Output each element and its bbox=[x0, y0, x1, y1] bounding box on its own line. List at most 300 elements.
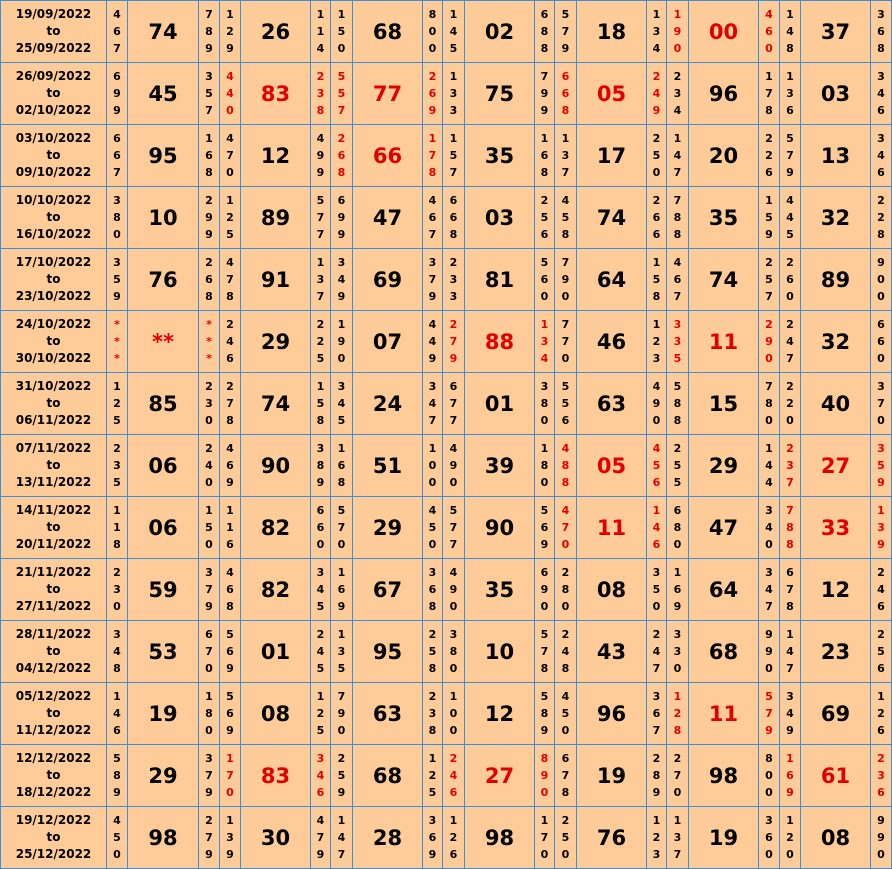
open-panna bbox=[331, 621, 353, 683]
open-panna bbox=[780, 683, 801, 745]
panna-digit: 8 bbox=[316, 459, 325, 472]
date-separator: to bbox=[46, 24, 61, 38]
open-panna bbox=[555, 683, 577, 745]
panna-digit: 5 bbox=[113, 831, 121, 844]
panna-digit: 8 bbox=[561, 786, 570, 799]
panna-digit: 1 bbox=[113, 521, 121, 534]
panna-digit: 2 bbox=[561, 628, 570, 641]
open-panna bbox=[220, 559, 241, 621]
open-panna bbox=[220, 807, 241, 869]
panna-digit: 8 bbox=[428, 662, 437, 675]
jodi-number: 32 bbox=[801, 187, 871, 249]
panna-digit: 5 bbox=[449, 504, 458, 517]
panna-digit: 0 bbox=[205, 414, 213, 427]
panna-digit: 3 bbox=[877, 8, 885, 21]
jodi-number: 45 bbox=[128, 63, 199, 125]
close-panna bbox=[871, 683, 892, 745]
panna-digit: 1 bbox=[316, 256, 325, 269]
open-panna bbox=[443, 621, 465, 683]
panna-digit: 0 bbox=[652, 166, 661, 179]
panna-digit: 8 bbox=[561, 583, 570, 596]
jodi-number: 66 bbox=[353, 125, 423, 187]
panna-digit: 2 bbox=[449, 752, 458, 765]
panna-digit: 0 bbox=[428, 42, 437, 55]
panna-digit: 7 bbox=[428, 414, 437, 427]
panna-digit: 3 bbox=[205, 566, 213, 579]
panna-digit: 8 bbox=[226, 414, 234, 427]
panna-digit: 9 bbox=[877, 256, 885, 269]
jodi-number: 07 bbox=[353, 311, 423, 373]
panna-digit: 3 bbox=[786, 459, 794, 472]
panna-digit: 7 bbox=[316, 211, 325, 224]
jodi-number: 43 bbox=[577, 621, 647, 683]
week-date-range bbox=[1, 621, 107, 683]
panna-digit: 4 bbox=[786, 335, 794, 348]
panna-digit: * bbox=[206, 352, 212, 365]
panna-digit: 0 bbox=[673, 538, 682, 551]
close-panna bbox=[759, 1, 780, 63]
panna-digit: 6 bbox=[877, 786, 885, 799]
panna-digit: 2 bbox=[337, 132, 346, 145]
panna-digit: 2 bbox=[652, 752, 661, 765]
panna-digit: 9 bbox=[877, 831, 885, 844]
panna-digit: 8 bbox=[673, 397, 682, 410]
panna-digit: 4 bbox=[786, 211, 794, 224]
close-panna bbox=[759, 63, 780, 125]
panna-digit: 2 bbox=[113, 397, 121, 410]
open-panna bbox=[780, 187, 801, 249]
panna-digit: 3 bbox=[765, 504, 773, 517]
panna-digit: 3 bbox=[316, 752, 325, 765]
panna-digit: 7 bbox=[786, 476, 794, 489]
week-row bbox=[1, 745, 892, 807]
panna-digit: 0 bbox=[877, 414, 885, 427]
panna-digit: 8 bbox=[205, 290, 213, 303]
panna-digit: 8 bbox=[652, 290, 661, 303]
panna-digit: 1 bbox=[540, 318, 549, 331]
panna-digit: 4 bbox=[652, 442, 661, 455]
week-start-date: 26/09/2022 bbox=[15, 69, 92, 83]
panna-digit: 0 bbox=[673, 786, 682, 799]
panna-digit: 4 bbox=[316, 583, 325, 596]
panna-digit: 6 bbox=[561, 70, 570, 83]
panna-digit: 9 bbox=[428, 104, 437, 117]
open-panna bbox=[107, 125, 128, 187]
close-panna bbox=[871, 435, 892, 497]
week-start-date: 31/10/2022 bbox=[15, 379, 92, 393]
panna-digit: 1 bbox=[540, 814, 549, 827]
panna-digit: 2 bbox=[652, 335, 661, 348]
panna-digit: 9 bbox=[561, 273, 570, 286]
panna-digit: 4 bbox=[113, 707, 121, 720]
panna-digit: 5 bbox=[877, 645, 885, 658]
panna-digit: 8 bbox=[540, 42, 549, 55]
panna-digit: 6 bbox=[673, 504, 682, 517]
panna-digit: 8 bbox=[561, 228, 570, 241]
close-panna bbox=[871, 1, 892, 63]
panna-digit: 3 bbox=[428, 256, 437, 269]
panna-digit: 9 bbox=[205, 211, 213, 224]
week-end-date: 06/11/2022 bbox=[15, 413, 92, 427]
panna-digit: 6 bbox=[786, 769, 794, 782]
panna-digit: 2 bbox=[428, 70, 437, 83]
week-date-range bbox=[1, 497, 107, 559]
panna-digit: 9 bbox=[337, 290, 346, 303]
close-panna bbox=[311, 559, 331, 621]
panna-digit: 0 bbox=[540, 786, 549, 799]
open-panna bbox=[443, 683, 465, 745]
close-panna bbox=[311, 311, 331, 373]
panna-digit: 8 bbox=[337, 476, 346, 489]
panna-digit: 3 bbox=[428, 566, 437, 579]
panna-digit: 4 bbox=[652, 521, 661, 534]
panna-digit: 1 bbox=[113, 690, 121, 703]
panna-digit: 2 bbox=[205, 814, 213, 827]
date-separator: to bbox=[46, 768, 61, 782]
panna-digit: 7 bbox=[205, 645, 213, 658]
panna-digit: 8 bbox=[449, 645, 458, 658]
panna-digit: 2 bbox=[765, 149, 773, 162]
panna-digit: 1 bbox=[449, 690, 458, 703]
open-panna bbox=[443, 311, 465, 373]
week-start-date: 17/10/2022 bbox=[15, 255, 92, 269]
panna-digit: 1 bbox=[786, 628, 794, 641]
week-row bbox=[1, 683, 892, 745]
close-panna bbox=[423, 373, 443, 435]
panna-digit: 2 bbox=[205, 442, 213, 455]
panna-digit: 5 bbox=[113, 752, 121, 765]
jodi-number: 83 bbox=[241, 63, 311, 125]
open-panna bbox=[220, 249, 241, 311]
panna-digit: 6 bbox=[449, 194, 458, 207]
panna-digit: 0 bbox=[765, 352, 773, 365]
panna-digit: 2 bbox=[877, 211, 885, 224]
panna-digit: 8 bbox=[540, 397, 549, 410]
open-panna bbox=[220, 683, 241, 745]
panna-digit: 1 bbox=[673, 132, 682, 145]
panna-digit: 6 bbox=[786, 273, 794, 286]
open-panna bbox=[667, 435, 689, 497]
panna-digit: 9 bbox=[226, 42, 234, 55]
panna-digit: 0 bbox=[226, 104, 234, 117]
date-separator: to bbox=[46, 86, 61, 100]
panna-digit: 3 bbox=[652, 352, 661, 365]
open-panna bbox=[220, 745, 241, 807]
week-date-range bbox=[1, 249, 107, 311]
panna-digit: 6 bbox=[561, 414, 570, 427]
panna-digit: 5 bbox=[786, 228, 794, 241]
panna-digit: 8 bbox=[113, 211, 121, 224]
panna-digit: 3 bbox=[652, 848, 661, 861]
open-panna bbox=[443, 435, 465, 497]
open-panna bbox=[331, 1, 353, 63]
panna-digit: 7 bbox=[205, 104, 213, 117]
panna-digit: 7 bbox=[540, 70, 549, 83]
panna-digit: 8 bbox=[765, 104, 773, 117]
date-separator: to bbox=[46, 334, 61, 348]
open-panna bbox=[443, 1, 465, 63]
jodi-number: 08 bbox=[577, 559, 647, 621]
panna-digit: 9 bbox=[765, 645, 773, 658]
panna-digit: 4 bbox=[226, 70, 234, 83]
close-panna bbox=[535, 187, 555, 249]
panna-digit: 1 bbox=[316, 380, 325, 393]
open-panna bbox=[220, 187, 241, 249]
panna-digit: 2 bbox=[113, 442, 121, 455]
panna-digit: 2 bbox=[316, 70, 325, 83]
panna-digit: 2 bbox=[786, 256, 794, 269]
panna-digit: 2 bbox=[428, 690, 437, 703]
jodi-number: 00 bbox=[689, 1, 759, 63]
panna-digit: 2 bbox=[786, 831, 794, 844]
panna-digit: 3 bbox=[449, 628, 458, 641]
panna-digit: 9 bbox=[205, 42, 213, 55]
panna-digit: 9 bbox=[428, 352, 437, 365]
panna-digit: 5 bbox=[316, 662, 325, 675]
jodi-number: 68 bbox=[353, 745, 423, 807]
panna-digit: 0 bbox=[205, 538, 213, 551]
jodi-number: 32 bbox=[801, 311, 871, 373]
panna-digit: 5 bbox=[786, 132, 794, 145]
jodi-number: 74 bbox=[128, 1, 199, 63]
panna-digit: 8 bbox=[877, 228, 885, 241]
panna-digit: 2 bbox=[337, 752, 346, 765]
panna-digit: 5 bbox=[316, 352, 325, 365]
panna-digit: 6 bbox=[877, 166, 885, 179]
week-row bbox=[1, 497, 892, 559]
close-panna bbox=[423, 559, 443, 621]
panna-digit: 6 bbox=[428, 831, 437, 844]
open-panna bbox=[331, 559, 353, 621]
panna-digit: 7 bbox=[652, 724, 661, 737]
panna-digit: 9 bbox=[337, 786, 346, 799]
week-date-range bbox=[1, 807, 107, 869]
panna-digit: 7 bbox=[449, 397, 458, 410]
panna-digit: 3 bbox=[449, 290, 458, 303]
panna-digit: 0 bbox=[337, 352, 346, 365]
panna-digit: 6 bbox=[540, 566, 549, 579]
panna-digit: 5 bbox=[673, 459, 682, 472]
panna-digit: 5 bbox=[337, 414, 346, 427]
panna-digit: 0 bbox=[226, 786, 234, 799]
panna-digit: 5 bbox=[561, 8, 570, 21]
week-date-range bbox=[1, 311, 107, 373]
panna-digit: 7 bbox=[337, 104, 346, 117]
panna-digit: 5 bbox=[113, 476, 121, 489]
panna-digit: 9 bbox=[428, 848, 437, 861]
panna-digit: 1 bbox=[765, 442, 773, 455]
panna-digit: 3 bbox=[652, 25, 661, 38]
panna-digit: 3 bbox=[877, 769, 885, 782]
panna-digit: 1 bbox=[428, 132, 437, 145]
panna-digit: 5 bbox=[561, 707, 570, 720]
jodi-number: 29 bbox=[241, 311, 311, 373]
panna-digit: 7 bbox=[226, 149, 234, 162]
close-panna bbox=[423, 311, 443, 373]
panna-digit: 9 bbox=[540, 583, 549, 596]
jodi-number: 47 bbox=[353, 187, 423, 249]
jodi-number: 10 bbox=[128, 187, 199, 249]
panna-digit: 4 bbox=[449, 566, 458, 579]
open-panna bbox=[667, 187, 689, 249]
close-panna bbox=[311, 621, 331, 683]
panna-digit: 7 bbox=[337, 690, 346, 703]
panna-digit: 5 bbox=[428, 645, 437, 658]
open-panna bbox=[443, 497, 465, 559]
panna-digit: 0 bbox=[652, 414, 661, 427]
jodi-number: 37 bbox=[801, 1, 871, 63]
open-panna bbox=[667, 559, 689, 621]
panna-digit: 1 bbox=[786, 8, 794, 21]
panna-digit: 4 bbox=[316, 645, 325, 658]
panna-digit: 3 bbox=[316, 87, 325, 100]
panna-digit: 2 bbox=[449, 256, 458, 269]
close-panna bbox=[199, 497, 220, 559]
panna-digit: 3 bbox=[113, 256, 121, 269]
panna-digit: 2 bbox=[316, 628, 325, 641]
panna-digit: 7 bbox=[765, 707, 773, 720]
open-panna bbox=[555, 807, 577, 869]
panna-digit: 3 bbox=[316, 273, 325, 286]
panna-digit: * bbox=[206, 318, 212, 331]
panna-digit: 4 bbox=[113, 8, 121, 21]
panna-digit: 5 bbox=[877, 459, 885, 472]
panna-digit: 4 bbox=[561, 690, 570, 703]
panna-digit: 8 bbox=[877, 42, 885, 55]
panna-digit: 4 bbox=[765, 459, 773, 472]
panna-digit: 6 bbox=[765, 831, 773, 844]
panna-digit: 7 bbox=[449, 166, 458, 179]
panna-digit: 0 bbox=[765, 42, 773, 55]
panna-digit: 1 bbox=[673, 814, 682, 827]
panna-digit: 3 bbox=[673, 645, 682, 658]
panna-digit: 3 bbox=[205, 397, 213, 410]
panna-digit: 8 bbox=[113, 538, 121, 551]
open-panna bbox=[443, 63, 465, 125]
panna-digit: 9 bbox=[428, 290, 437, 303]
close-panna bbox=[311, 435, 331, 497]
close-panna bbox=[759, 497, 780, 559]
panna-digit: 2 bbox=[877, 194, 885, 207]
panna-digit: 5 bbox=[673, 352, 682, 365]
panna-digit: 0 bbox=[877, 273, 885, 286]
panna-digit: 0 bbox=[449, 724, 458, 737]
panna-digit: 0 bbox=[337, 724, 346, 737]
open-panna bbox=[667, 621, 689, 683]
jodi-number: 19 bbox=[128, 683, 199, 745]
panna-digit: 9 bbox=[226, 724, 234, 737]
panna-digit: 4 bbox=[337, 397, 346, 410]
panna-digit: 6 bbox=[205, 273, 213, 286]
panna-digit: 5 bbox=[449, 149, 458, 162]
panna-digit: 0 bbox=[337, 538, 346, 551]
panna-digit: 0 bbox=[449, 476, 458, 489]
jodi-number: 06 bbox=[128, 435, 199, 497]
open-panna bbox=[331, 683, 353, 745]
week-start-date: 07/11/2022 bbox=[15, 441, 92, 455]
panna-digit: 8 bbox=[765, 752, 773, 765]
panna-digit: 7 bbox=[449, 335, 458, 348]
panna-digit: 4 bbox=[449, 769, 458, 782]
week-end-date: 25/12/2022 bbox=[15, 847, 92, 861]
close-panna bbox=[423, 807, 443, 869]
close-panna bbox=[647, 683, 667, 745]
week-start-date: 12/12/2022 bbox=[15, 751, 92, 765]
panna-digit: 4 bbox=[113, 814, 121, 827]
panna-digit: 7 bbox=[765, 87, 773, 100]
panna-digit: 7 bbox=[113, 166, 121, 179]
panna-digit: 0 bbox=[765, 414, 773, 427]
panna-digit: 3 bbox=[337, 645, 346, 658]
panna-digit: 0 bbox=[205, 662, 213, 675]
close-panna bbox=[871, 559, 892, 621]
jodi-number: 03 bbox=[801, 63, 871, 125]
close-panna bbox=[535, 1, 555, 63]
close-panna bbox=[311, 683, 331, 745]
open-panna bbox=[107, 249, 128, 311]
panna-digit: 7 bbox=[561, 166, 570, 179]
panna-digit: 0 bbox=[337, 42, 346, 55]
panna-digit: 4 bbox=[786, 25, 794, 38]
jodi-number: 35 bbox=[465, 559, 535, 621]
close-panna bbox=[759, 435, 780, 497]
jodi-number: 02 bbox=[465, 1, 535, 63]
week-row bbox=[1, 63, 892, 125]
jodi-number: 76 bbox=[128, 249, 199, 311]
panna-digit: 8 bbox=[428, 166, 437, 179]
close-panna bbox=[199, 621, 220, 683]
panna-digit: 5 bbox=[316, 600, 325, 613]
panna-digit: 6 bbox=[226, 645, 234, 658]
panna-digit: 5 bbox=[561, 397, 570, 410]
panna-digit: 9 bbox=[113, 290, 121, 303]
panna-digit: 2 bbox=[652, 831, 661, 844]
panna-digit: 5 bbox=[337, 70, 346, 83]
panna-digit: 6 bbox=[877, 318, 885, 331]
panna-digit: 1 bbox=[449, 8, 458, 21]
panna-digit: 0 bbox=[561, 352, 570, 365]
panna-digit: 3 bbox=[561, 149, 570, 162]
panna-digit: 8 bbox=[226, 290, 234, 303]
close-panna bbox=[871, 63, 892, 125]
jodi-number: 40 bbox=[801, 373, 871, 435]
panna-digit: 1 bbox=[428, 752, 437, 765]
open-panna bbox=[780, 373, 801, 435]
panna-digit: 3 bbox=[205, 752, 213, 765]
panna-digit: 0 bbox=[540, 848, 549, 861]
panna-digit: 4 bbox=[449, 25, 458, 38]
close-panna bbox=[311, 807, 331, 869]
panna-digit: 1 bbox=[337, 318, 346, 331]
panna-digit: 5 bbox=[673, 380, 682, 393]
jodi-number: 11 bbox=[577, 497, 647, 559]
close-panna bbox=[423, 621, 443, 683]
chart-body bbox=[1, 1, 892, 869]
open-panna bbox=[555, 311, 577, 373]
panna-digit: 3 bbox=[877, 442, 885, 455]
panna-digit: 1 bbox=[316, 690, 325, 703]
jodi-number: 90 bbox=[465, 497, 535, 559]
panna-digit: 0 bbox=[652, 600, 661, 613]
close-panna bbox=[871, 373, 892, 435]
panna-digit: 1 bbox=[765, 194, 773, 207]
jodi-number: 39 bbox=[465, 435, 535, 497]
jodi-number: 26 bbox=[241, 1, 311, 63]
panna-digit: 0 bbox=[765, 848, 773, 861]
open-panna bbox=[107, 497, 128, 559]
panna-digit: 5 bbox=[652, 583, 661, 596]
close-panna bbox=[535, 683, 555, 745]
